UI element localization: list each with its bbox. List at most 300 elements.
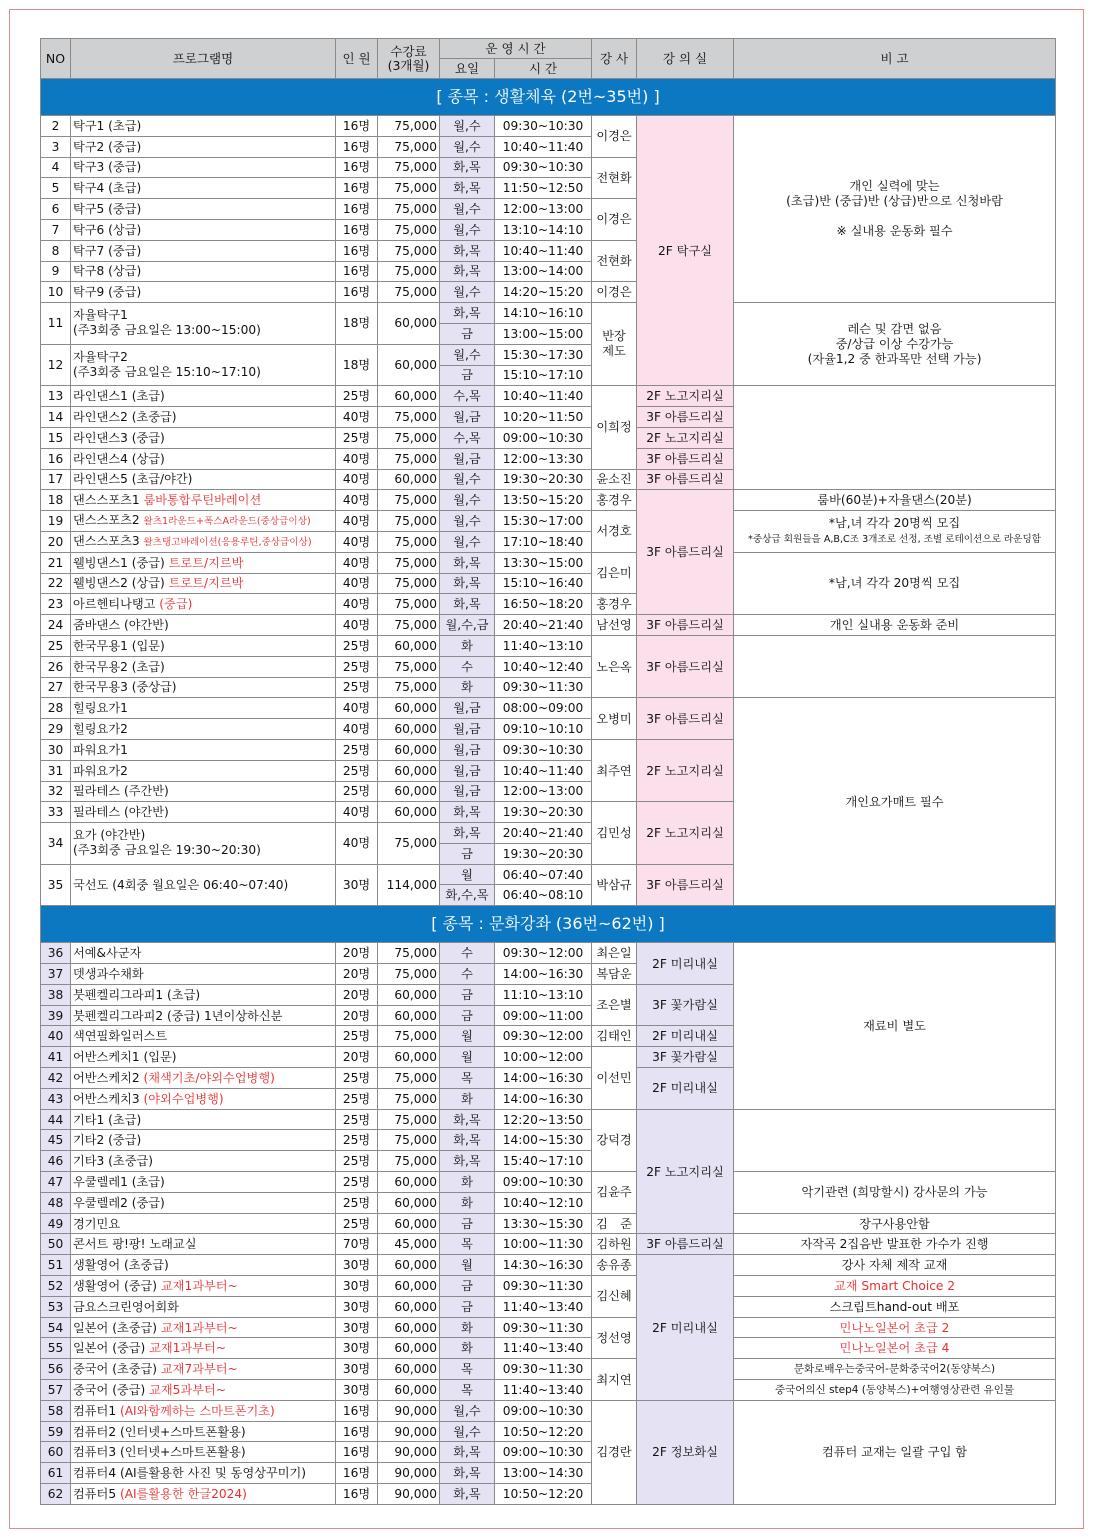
day: 화: [440, 1172, 495, 1193]
table-row: [41, 1276, 1056, 1297]
note: 악기관련 (희망할시) 강사문의 가능: [734, 1172, 1056, 1214]
time: 17:10~18:40: [495, 531, 592, 552]
row-no: 57: [41, 1380, 71, 1401]
room: 2F 탁구실: [637, 116, 734, 386]
time: 15:30~17:00: [495, 511, 592, 532]
program-detail: 교재1과부터~: [149, 1341, 226, 1356]
fee: 75,000: [378, 1151, 440, 1172]
time: 11:50~12:50: [495, 178, 592, 199]
capacity: 30명: [336, 1255, 378, 1276]
fee: 60,000: [378, 469, 440, 490]
fee: 75,000: [378, 1068, 440, 1089]
instructor: 김민성: [592, 802, 637, 864]
program-name: 어반스케치1 (입문): [71, 1047, 336, 1068]
program-detail: 교재7과부터~: [160, 1362, 238, 1377]
fee-period-label: (3개월): [387, 57, 430, 73]
room: 2F 노고지리실: [637, 1109, 734, 1234]
time: 10:40~11:40: [495, 760, 592, 781]
program-name: [71, 1484, 336, 1505]
fee: 75,000: [378, 116, 440, 137]
program-name: [71, 1400, 336, 1421]
fee: 90,000: [378, 1400, 440, 1421]
program-name: [71, 1380, 336, 1401]
fee: 75,000: [378, 407, 440, 428]
program-detail: 트로트/지르박: [168, 555, 244, 570]
program-name: 기타2 (중급): [71, 1130, 336, 1151]
capacity: 30명: [336, 1338, 378, 1359]
row-no: 54: [41, 1317, 71, 1338]
time: 14:00~16:30: [495, 964, 592, 985]
row-no: 30: [41, 739, 71, 760]
row-no: 41: [41, 1047, 71, 1068]
time: 09:30~12:00: [495, 1026, 592, 1047]
row-no: 19: [41, 511, 71, 532]
fee: 60,000: [378, 1172, 440, 1193]
day: 월,수: [440, 199, 495, 220]
time: 19:30~20:30: [495, 802, 592, 823]
fee: 60,000: [378, 635, 440, 656]
table-row: [41, 1109, 1056, 1130]
time: 12:00~13:30: [495, 448, 592, 469]
table-row: [41, 1172, 1056, 1193]
time: 11:40~13:40: [495, 1380, 592, 1401]
program-name: 금요스크린영어회화: [71, 1296, 336, 1317]
row-no: 34: [41, 823, 71, 865]
room: 2F 미리내실: [637, 1068, 734, 1110]
time: 09:00~10:30: [495, 1400, 592, 1421]
day: 목: [440, 1234, 495, 1255]
time: 09:30~11:30: [495, 1276, 592, 1297]
fee: 90,000: [378, 1484, 440, 1505]
capacity: 40명: [336, 407, 378, 428]
program-name-line: (주3회중 금요일은 13:00~15:00): [73, 323, 261, 338]
row-no: 5: [41, 178, 71, 199]
program-detail: (채색기초/야외수업병행): [143, 1070, 275, 1085]
program-detail: 교재1과부터~: [160, 1320, 238, 1335]
row-no: 8: [41, 240, 71, 261]
capacity: 25명: [336, 1130, 378, 1151]
program-name: 힐링요가2: [71, 719, 336, 740]
row-no: 32: [41, 781, 71, 802]
capacity: 16명: [336, 240, 378, 261]
instructor: 최주연: [592, 739, 637, 801]
fee: 75,000: [378, 1130, 440, 1151]
program-name: 탁구9 (중급): [71, 282, 336, 303]
note: 교재 Smart Choice 2: [734, 1276, 1056, 1297]
time: 13:50~15:20: [495, 490, 592, 511]
capacity: 16명: [336, 116, 378, 137]
time: 15:40~17:10: [495, 1151, 592, 1172]
day: 화: [440, 1192, 495, 1213]
capacity: 25명: [336, 1151, 378, 1172]
capacity: 25명: [336, 760, 378, 781]
note-line: 개인 실력에 맞는: [849, 179, 940, 194]
room: 2F 미리내실: [637, 1255, 734, 1401]
row-no: 7: [41, 219, 71, 240]
program-name-text: 웰빙댄스2 (상급): [73, 576, 169, 591]
row-no: 14: [41, 407, 71, 428]
capacity: 30명: [336, 1359, 378, 1380]
program-name: 붓펜켈리그라피2 (중급) 1년이상하신분: [71, 1005, 336, 1026]
table-row: [41, 1359, 1056, 1380]
program-name: [71, 1088, 336, 1109]
day: 월,수: [440, 469, 495, 490]
program-name: 탁구2 (중급): [71, 136, 336, 157]
row-no: 4: [41, 157, 71, 178]
instructor: 전현화: [592, 157, 637, 199]
row-no: 33: [41, 802, 71, 823]
time: 10:40~11:40: [495, 240, 592, 261]
day: 금: [440, 1213, 495, 1234]
instructor: 김 준: [592, 1213, 637, 1234]
instructor: 오병미: [592, 698, 637, 740]
time: 13:30~15:30: [495, 1213, 592, 1234]
col-note: 비 고: [734, 39, 1056, 79]
program-name-text: 어반스케치2: [73, 1070, 144, 1085]
instructor: 복담운: [592, 964, 637, 985]
note: 민나노일본어 초급 2: [734, 1317, 1056, 1338]
instructor: 최지연: [592, 1359, 637, 1401]
capacity: 40명: [336, 552, 378, 573]
time: 10:40~11:40: [495, 136, 592, 157]
day: 월,금: [440, 698, 495, 719]
row-no: 24: [41, 615, 71, 636]
program-name: 우쿨렐레1 (초급): [71, 1172, 336, 1193]
instructor: 이희정: [592, 386, 637, 469]
program-name: [71, 552, 336, 573]
capacity: 25명: [336, 677, 378, 698]
time: 13:00~14:30: [495, 1463, 592, 1484]
time: 09:30~11:30: [495, 1359, 592, 1380]
note: [734, 635, 1056, 697]
day: 월,금: [440, 760, 495, 781]
time: 10:00~11:30: [495, 1234, 592, 1255]
program-name: 컴퓨터2 (인터넷+스마트폰활용): [71, 1421, 336, 1442]
program-name: 탁구7 (중급): [71, 240, 336, 261]
day: 월,금: [440, 719, 495, 740]
day: 화,수,목: [440, 885, 495, 906]
day: 화,목: [440, 1151, 495, 1172]
row-no: 17: [41, 469, 71, 490]
program-name: [71, 531, 336, 552]
row-no: 44: [41, 1109, 71, 1130]
note-line: 레슨 및 감면 없음: [847, 321, 942, 336]
program-name-text: 댄스스포츠3: [73, 533, 144, 548]
row-no: 47: [41, 1172, 71, 1193]
instructor: 남선영: [592, 615, 637, 636]
col-schedule: 운 영 시 간: [440, 39, 592, 59]
capacity: 30명: [336, 1317, 378, 1338]
day: 화: [440, 1088, 495, 1109]
fee: 75,000: [378, 282, 440, 303]
row-no: 12: [41, 344, 71, 386]
table-row: [41, 1234, 1056, 1255]
fee: 75,000: [378, 240, 440, 261]
fee: 60,000: [378, 1213, 440, 1234]
capacity: 16명: [336, 178, 378, 199]
program-name: 붓펜켈리그라피1 (초급): [71, 984, 336, 1005]
room: 2F 미리내실: [637, 943, 734, 985]
capacity: 16명: [336, 261, 378, 282]
program-detail: (야외수업병행): [143, 1091, 224, 1106]
room: 2F 미리내실: [637, 1026, 734, 1047]
program-name: [71, 511, 336, 532]
note-line: ※ 실내용 운동화 필수: [836, 224, 953, 239]
program-name: 생활영어 (초중급): [71, 1255, 336, 1276]
room: 3F 아름드리실: [637, 407, 734, 428]
capacity: 40명: [336, 823, 378, 865]
row-no: 40: [41, 1026, 71, 1047]
row-no: 28: [41, 698, 71, 719]
note: *남,녀 각각 20명씩 모집: [734, 552, 1056, 614]
time: 15:10~16:40: [495, 573, 592, 594]
capacity: 16명: [336, 1421, 378, 1442]
fee: 75,000: [378, 656, 440, 677]
note: 스크립트hand-out 배포: [734, 1296, 1056, 1317]
time: 15:30~17:30: [495, 344, 592, 365]
room: 3F 아름드리실: [637, 469, 734, 490]
note: 민나노일본어 초급 4: [734, 1338, 1056, 1359]
time: 10:20~11:50: [495, 407, 592, 428]
instructor: 홍경우: [592, 594, 637, 615]
fee: 75,000: [378, 178, 440, 199]
day: 화,목: [440, 823, 495, 844]
header-row: [41, 39, 1056, 59]
instructor: 조은별: [592, 984, 637, 1026]
day: 화,목: [440, 1463, 495, 1484]
note-line: *중상급 회원들을 A,B,C조 3개조로 선정, 조별 로테이션으로 라운딩함: [748, 533, 1041, 545]
fee: 60,000: [378, 719, 440, 740]
capacity: 16명: [336, 1484, 378, 1505]
time: 14:00~15:30: [495, 1130, 592, 1151]
time: 13:00~14:00: [495, 261, 592, 282]
capacity: 25명: [336, 1172, 378, 1193]
row-no: 9: [41, 261, 71, 282]
time: 11:40~13:40: [495, 1338, 592, 1359]
day: 월,금: [440, 448, 495, 469]
day: 화: [440, 677, 495, 698]
row-no: 59: [41, 1421, 71, 1442]
row-no: 39: [41, 1005, 71, 1026]
table-row: [41, 1380, 1056, 1401]
capacity: 16명: [336, 1463, 378, 1484]
day: 화: [440, 635, 495, 656]
capacity: 40명: [336, 719, 378, 740]
row-no: 22: [41, 573, 71, 594]
instructor: 이선민: [592, 1047, 637, 1109]
table-row: [41, 116, 1056, 137]
room: 3F 아름드리실: [637, 490, 734, 615]
fee: 75,000: [378, 552, 440, 573]
program-name: 국선도 (4회중 월요일은 06:40~07:40): [71, 864, 336, 906]
instructor: 김경란: [592, 1400, 637, 1504]
note-line: 중/상급 이상 수강가능: [835, 336, 954, 351]
fee: 60,000: [378, 1380, 440, 1401]
program-name: 탁구4 (초급): [71, 178, 336, 199]
day: 화,목: [440, 178, 495, 199]
room: 3F 아름드리실: [637, 635, 734, 697]
row-no: 49: [41, 1213, 71, 1234]
time: 11:10~13:10: [495, 984, 592, 1005]
day: 월,수: [440, 136, 495, 157]
program-name: [71, 1276, 336, 1297]
note: 컴퓨터 교재는 일괄 구입 함: [734, 1400, 1056, 1504]
program-name-line: 요가 (야간반): [73, 828, 146, 843]
capacity: 40명: [336, 698, 378, 719]
capacity: 25명: [336, 1088, 378, 1109]
row-no: 21: [41, 552, 71, 573]
time: 14:00~16:30: [495, 1068, 592, 1089]
row-no: 15: [41, 427, 71, 448]
fee: 60,000: [378, 1255, 440, 1276]
capacity: 25명: [336, 427, 378, 448]
fee: 60,000: [378, 303, 440, 345]
fee: 75,000: [378, 943, 440, 964]
instructor: 이경은: [592, 199, 637, 241]
program-name-text: 컴퓨터5: [73, 1486, 120, 1501]
note: [734, 511, 1056, 553]
program-name: 라인댄스2 (초중급): [71, 407, 336, 428]
capacity: 25명: [336, 739, 378, 760]
col-fee: [378, 39, 440, 79]
day: 금: [440, 984, 495, 1005]
capacity: 30명: [336, 1296, 378, 1317]
section-title: [ 종목 : 생활체육 (2번~35번) ]: [41, 79, 1056, 116]
time: 09:00~10:30: [495, 427, 592, 448]
time: 13:30~15:00: [495, 552, 592, 573]
day: 월,수: [440, 219, 495, 240]
time: 09:00~10:30: [495, 1172, 592, 1193]
fee: 114,000: [378, 864, 440, 906]
day: 금: [440, 323, 495, 344]
table-row: [41, 943, 1056, 964]
instructor: 홍경우: [592, 490, 637, 511]
note: 개인 실내용 운동화 준비: [734, 615, 1056, 636]
time: 14:30~16:30: [495, 1255, 592, 1276]
capacity: 25명: [336, 781, 378, 802]
program-name: 필라테스 (야간반): [71, 802, 336, 823]
day: 화,목: [440, 1442, 495, 1463]
instructor: 김은미: [592, 552, 637, 594]
col-program: 프로그램명: [71, 39, 336, 79]
program-name: 탁구5 (중급): [71, 199, 336, 220]
fee: 90,000: [378, 1463, 440, 1484]
capacity: 25명: [336, 1192, 378, 1213]
row-no: 26: [41, 656, 71, 677]
instructor: 정선영: [592, 1317, 637, 1359]
row-no: 48: [41, 1192, 71, 1213]
fee: 75,000: [378, 490, 440, 511]
fee: 75,000: [378, 427, 440, 448]
fee: 60,000: [378, 1338, 440, 1359]
day: 화: [440, 1317, 495, 1338]
day: 수,목: [440, 427, 495, 448]
program-name-text: 일본어 (초중급): [73, 1320, 161, 1335]
room: 3F 아름드리실: [637, 864, 734, 906]
instructor: 김하원: [592, 1234, 637, 1255]
note: [734, 116, 1056, 303]
note: 강사 자체 제작 교재: [734, 1255, 1056, 1276]
program-name-text: 컴퓨터1: [73, 1403, 120, 1418]
program-name: 경기민요: [71, 1213, 336, 1234]
row-no: 58: [41, 1400, 71, 1421]
fee: 60,000: [378, 1359, 440, 1380]
day: 화,목: [440, 1130, 495, 1151]
capacity: 30명: [336, 864, 378, 906]
fee: 60,000: [378, 386, 440, 407]
day: 금: [440, 843, 495, 864]
row-no: 16: [41, 448, 71, 469]
program-detail: 트로트/지르박: [168, 576, 244, 591]
row-no: 45: [41, 1130, 71, 1151]
day: 월,수: [440, 1400, 495, 1421]
capacity: 40명: [336, 469, 378, 490]
program-name: 탁구1 (초급): [71, 116, 336, 137]
fee: 60,000: [378, 1317, 440, 1338]
note: 중국어의신 step4 (동양북스)+여행영상관련 유인물: [734, 1380, 1056, 1401]
program-name: 탁구8 (상급): [71, 261, 336, 282]
program-name: 필라테스 (주간반): [71, 781, 336, 802]
program-detail: 룸바통합루틴바레이션: [143, 493, 262, 508]
capacity: 70명: [336, 1234, 378, 1255]
fee: 60,000: [378, 984, 440, 1005]
program-name: 한국무용1 (입문): [71, 635, 336, 656]
program-name: 기타1 (초급): [71, 1109, 336, 1130]
day: 금: [440, 1005, 495, 1026]
day: 월: [440, 864, 495, 885]
row-no: 62: [41, 1484, 71, 1505]
day: 월,수: [440, 511, 495, 532]
program-name-text: 생활영어 (중급): [73, 1278, 161, 1293]
fee: 60,000: [378, 1005, 440, 1026]
time: 09:30~11:30: [495, 1317, 592, 1338]
col-capacity: 인 원: [336, 39, 378, 79]
program-detail: 왈츠탱고바레이션(응용루틴,중상급이상): [143, 536, 312, 548]
note: [734, 386, 1056, 490]
day: 월,수: [440, 531, 495, 552]
time: 09:10~10:10: [495, 719, 592, 740]
col-day: 요일: [440, 59, 495, 79]
day: 화,목: [440, 303, 495, 324]
time: 06:40~07:40: [495, 864, 592, 885]
program-name: [71, 303, 336, 345]
time: 10:50~12:20: [495, 1421, 592, 1442]
program-detail: 교재1과부터~: [160, 1278, 238, 1293]
capacity: 30명: [336, 1380, 378, 1401]
table-row: [41, 635, 1056, 656]
program-name: 탁구3 (중급): [71, 157, 336, 178]
row-no: 3: [41, 136, 71, 157]
program-name: 콘서트 팡!팡! 노래교실: [71, 1234, 336, 1255]
row-no: 51: [41, 1255, 71, 1276]
day: 월,수,금: [440, 615, 495, 636]
fee: 75,000: [378, 157, 440, 178]
instructor: 김태인: [592, 1026, 637, 1047]
fee: 75,000: [378, 511, 440, 532]
section-header-sports: [41, 79, 1056, 116]
capacity: 20명: [336, 943, 378, 964]
program-name-text: 댄스스포츠1: [73, 493, 144, 508]
program-name-text: 웰빙댄스1 (중급): [73, 555, 169, 570]
row-no: 37: [41, 964, 71, 985]
day: 화,목: [440, 802, 495, 823]
program-name-text: 중국어 (중급): [73, 1382, 150, 1397]
time: 09:30~10:30: [495, 116, 592, 137]
program-name: 라인댄스5 (초급/야간): [71, 469, 336, 490]
room: 2F 노고지리실: [637, 386, 734, 407]
instructor: 강덕경: [592, 1109, 637, 1171]
program-name: [71, 1068, 336, 1089]
